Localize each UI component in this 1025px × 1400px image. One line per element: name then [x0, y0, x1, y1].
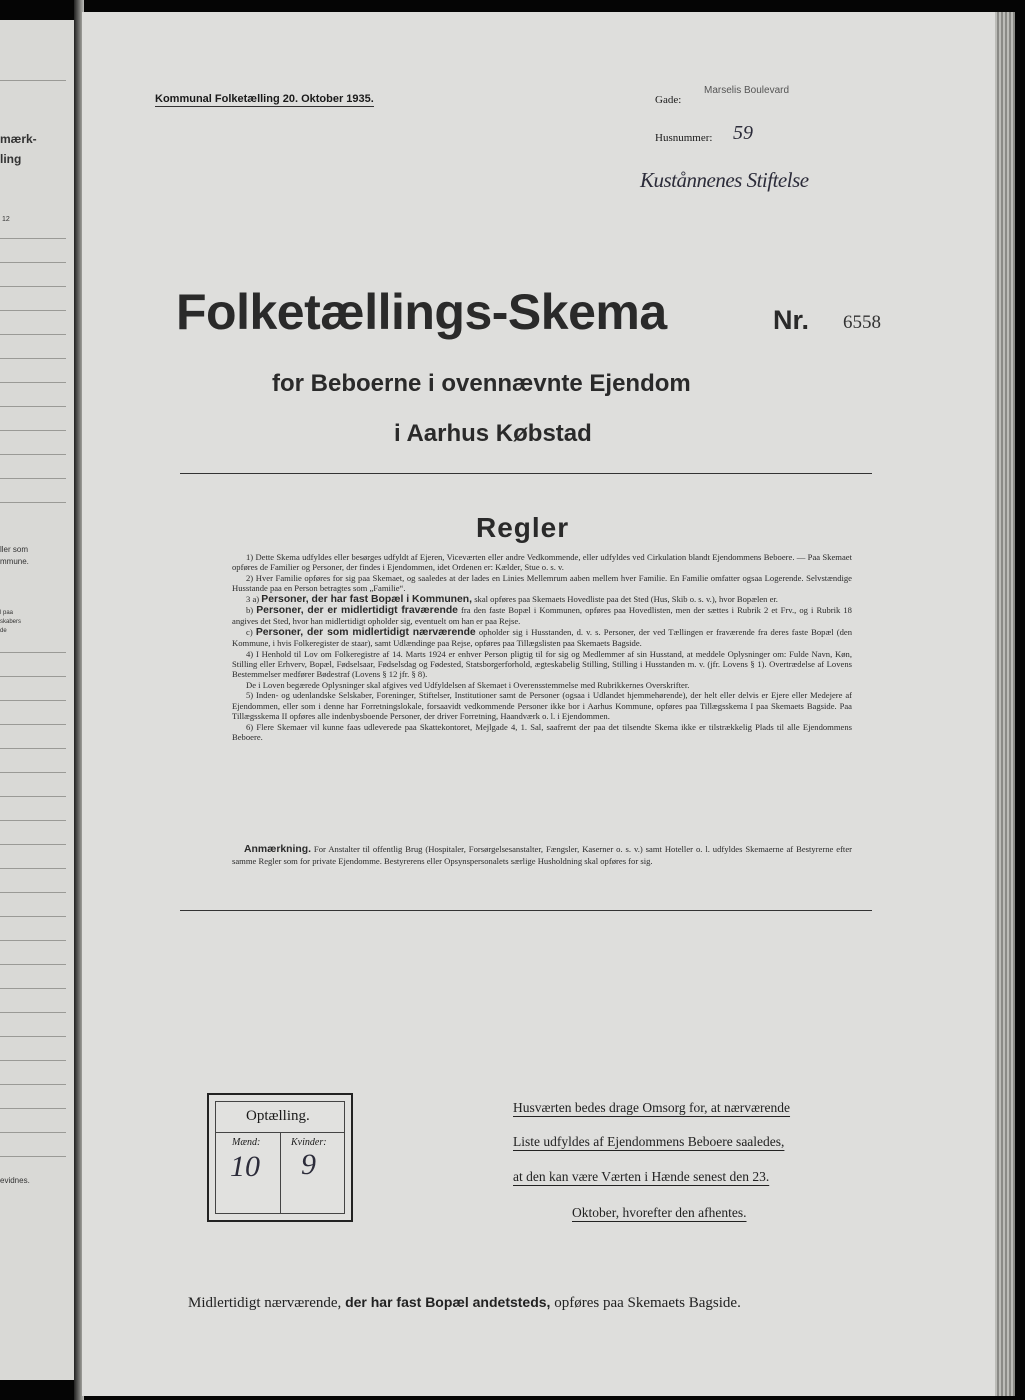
left-page-strip [0, 20, 76, 1380]
remark-text: For Anstalter til offentlig Brug (Hospitaler, Forsørgelsesanstalter, Fængsler, Kaserner o. s. v.) samt Hoteller o. l. udfyldes Skemaerne af Bestyrerne efter samme Regler som for private Ejendomme. Bestyrerens eller Opsynspersonalets særlige Husholdning skal opføres for sig. [232, 844, 852, 866]
subtitle-city: i Aarhus Købstad [394, 420, 592, 447]
left-stub-text: evidnes. [0, 1176, 30, 1185]
rule-3a-rest: skal opføres paa Skemaets Hovedliste paa det Sted (Hus, Skib o. s. v.), hvor Bopælen er. [474, 593, 778, 604]
notice-line-4: Oktober, hvorefter den afhentes. [572, 1205, 747, 1220]
left-stub-text: de [0, 628, 7, 634]
women-count: 9 [301, 1148, 316, 1181]
notice-line-1: Husværten bedes drage Omsorg for, at nærværende [513, 1100, 791, 1115]
divider-bottom [180, 910, 872, 911]
left-stub-text: ling [0, 152, 22, 166]
remark-block [232, 844, 852, 866]
form-title: Folketællings-Skema [176, 284, 667, 340]
husnummer-label: Husnummer: [655, 132, 713, 144]
rules-text [232, 552, 852, 742]
footer-part-3: opføres paa Skemaets Bagside. [554, 1295, 741, 1311]
rule-6: 6) Flere Skemaer vil kunne faas udleverede paa Skattekontoret, Mejlgade 4, 1. Sal, saafremt der paa det tilsendte Skema ikke er tilstrækkelig Plads til alle Ejendommens Beboere. [232, 721, 852, 742]
rules-heading: Regler [476, 512, 570, 543]
count-box [207, 1093, 353, 1222]
women-label: Kvinder: [291, 1137, 327, 1148]
rule-5: 5) Inden- og udenlandske Selskaber, Foreninger, Stiftelser, Institutioner samt de Personer (ogsaa i Udlandet hjemmehørende), der helt eller delvis er Ejere eller Medejere af Ejendommen, eller som i denne har Forretningslokale, forsaavidt vedkommende Personer ikke bor i Aarhus Kommune, opføres paa Tillægsskema I paa Skemaets Bagside. Paa Tillægsskema II opføres alle indenbysboende Personer, der driver Forretning, Haandværk o. l. i Ejendommen. [232, 690, 852, 722]
nr-label: Nr. [773, 305, 810, 335]
rule-4b: De i Loven begærede Oplysninger skal afgives ved Udfyldelsen af Skemaet i Overensstemmelse med Rubrikkernes Overskrifter. [246, 679, 690, 690]
left-stub-text: l paa [0, 610, 14, 616]
left-stub-text: mærk- [0, 132, 37, 146]
rule-1: 1) Dette Skema udfyldes eller besørges udfyldt af Ejeren, Viceværten eller andre Vedkommende, eller udfyldes ved Cirkulation blandt Ejendommens Beboere. — Paa Skemaet opføres de Familier og Personer, der findes i Ejendommen, idet Ordenen er: Kælder, Stue o. s. v. [232, 552, 852, 573]
rule-3b-bold: Personer, der er midlertidigt fraværende [256, 605, 458, 617]
rule-3b [232, 605, 852, 627]
rule-3b-prefix: b) [246, 605, 254, 616]
left-stub-text: skabers [0, 619, 22, 625]
rule-3c-bold: Personer, der som midlertidigt nærværende [255, 626, 476, 638]
rule-4: 4) I Henhold til Lov om Folkeregistre af 14. Marts 1924 er enhver Person pligtig til for sig og Medlemmer af sin Husstand, at meddele Oplysninger om: Fulde Navn, Køn, Stilling eller Erhverv, Bopæl, Fødselsaar, Fødselsdag og Fødested, Statsborgerforhold, ægteskabelig Stilling, Stilling i Husstanden m. v. (jfr. Lovens § 1). Overtrædelse af Lovens Bestemmelser medfører Bødestraf (Lovens § 12 jfr. § 8). [232, 648, 852, 680]
men-label: Mænd: [232, 1137, 261, 1148]
rule-3a-prefix: 3 a) [246, 593, 260, 604]
remark-label: Anmærkning. [244, 844, 311, 855]
footer-line [188, 1294, 741, 1312]
gade-label: Gade: [655, 94, 682, 106]
husnummer-value: 59 [733, 122, 753, 144]
rule-3c-rest: opholder sig i Husstanden, d. v. s. Personer, der ved Tællingen er fraværende fra deres faste Bopæl (den Kommune, i hvis Folkeregister de staar), samt Udlændinge paa Rejse, opføres paa Tillægslisten paa Skemaets Bagside. [232, 626, 852, 649]
divider-top [180, 473, 872, 474]
rule-3a-bold: Personer, der har fast Bopæl i Kommunen, [261, 593, 473, 605]
notice-line-3: at den kan være Værten i Hænde senest den 23. [513, 1169, 770, 1184]
rule-3c [232, 627, 852, 649]
census-title: Kommunal Folketælling 20. Oktober 1935. [155, 93, 374, 105]
footer-part-1: Midlertidigt nærværende, [188, 1295, 342, 1311]
notice-line-2: Liste udfyldes af Ejendommens Beboere saaledes, [513, 1134, 785, 1149]
footer-part-2: der har fast Bopæl andetsteds, [345, 1294, 551, 1310]
rule-2: 2) Hver Familie opføres for sig paa Skemaet, og saaledes at der lades en Linies Mellemrum aaben mellem hver Familie. En Familie omfatter ogsaa Logerende. Selvstændige Husstande paa en Person betragtes som „Familie“. [232, 572, 852, 594]
rule-3b-rest: fra den faste Bopæl i Kommunen, opføres paa Hovedlisten, men der sættes i Rubrik 2 et Frv., og i Rubrik 18 angives det Sted, hvor han midlertidigt opholder sig, eventuelt om han er paa Rejse. [232, 605, 852, 627]
count-title: Optælling. [246, 1108, 310, 1124]
left-stub-text: ller som [0, 545, 29, 554]
rule-3c-prefix: c) [246, 626, 253, 637]
handwritten-note: Kustånnenes Stiftelse [640, 168, 809, 192]
rule-3a [232, 594, 852, 605]
gade-value: Marselis Boulevard [704, 85, 790, 96]
left-stub-text: mmune. [0, 557, 29, 566]
men-count: 10 [230, 1150, 260, 1183]
form-number: 6558 [843, 312, 881, 333]
left-stub-text: 12 [2, 216, 10, 223]
page-edges [995, 12, 1015, 1396]
subtitle-residents: for Beboerne i ovennævnte Ejendom [272, 370, 691, 397]
